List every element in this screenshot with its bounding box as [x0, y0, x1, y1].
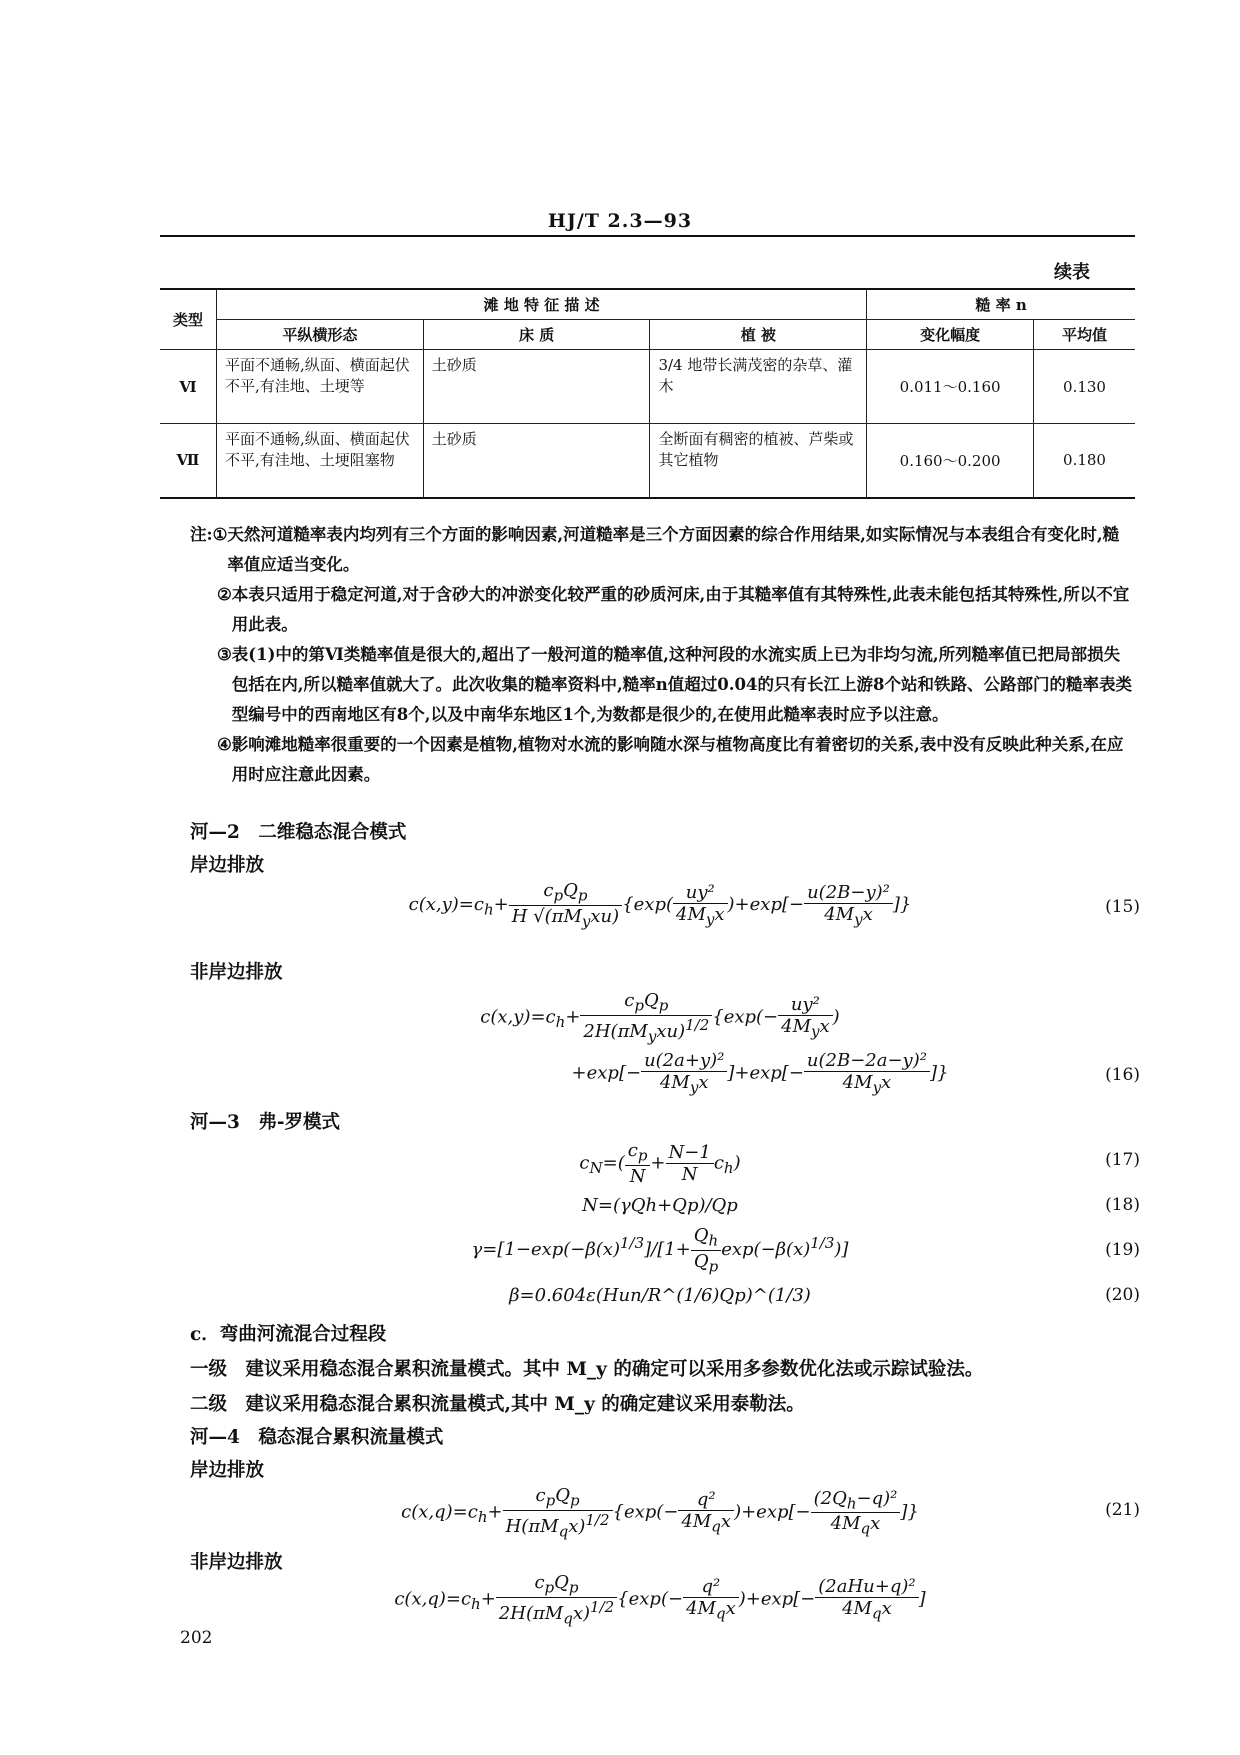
- section-he2: 河—2 二维稳态混合模式: [190, 822, 407, 843]
- standard-header: HJ/T 2.3—93: [547, 210, 693, 232]
- col-desc-group-header: 滩 地 特 征 描 述: [216, 289, 866, 320]
- section-c-title: c．弯曲河流混合过程段: [190, 1324, 387, 1345]
- equation-17-number: (17): [1105, 1150, 1140, 1170]
- row-type: Ⅵ: [160, 350, 216, 424]
- header-rule: [160, 235, 1135, 237]
- note-item: [190, 580, 1135, 640]
- note-item: [190, 520, 1135, 580]
- subhead-mean: 平均值: [1034, 320, 1135, 350]
- row-morph: 平面不通畅,纵面、横面起伏不平,有洼地、土埂阻塞物: [216, 424, 423, 498]
- level2-text: 二级 建议采用稳态混合累积流量模式,其中 M_y 的确定建议采用泰勒法。: [190, 1394, 805, 1415]
- section-nonshore2: 非岸边排放: [190, 1552, 283, 1573]
- row-bed: 土砂质: [423, 350, 650, 424]
- equation-21-number: (21): [1105, 1500, 1140, 1520]
- note-mark: ①: [212, 525, 228, 544]
- subhead-bed: 床 质: [423, 320, 650, 350]
- level1-text: 一级 建议采用稳态混合累积流量模式。其中 M_y 的确定可以采用多参数优化法或示踪试验法。: [190, 1359, 984, 1380]
- continued-label: 续表: [1054, 262, 1090, 283]
- col-type-header: 类型: [160, 289, 216, 350]
- equation-15-number: (15): [1105, 897, 1140, 917]
- notes-block: [190, 520, 1135, 790]
- row-range: 0.011～0.160: [867, 350, 1034, 424]
- equation-21: $c(x,q)=c_h+$ $\frac{c_pQ_p}{H(\pi M_qx)^{1/2}}$ {exp(− $\frac{\text{q²}}{4M_qx}$ )+exp[− $\frac{(2Q_h-q)^2}{4M_qx}$ ]}: [401, 1485, 919, 1541]
- section-nonshore1: 非岸边排放: [190, 962, 283, 983]
- row-bed: 土砂质: [423, 424, 650, 498]
- subhead-range: 变化幅度: [867, 320, 1034, 350]
- row-mean: 0.180: [1034, 424, 1135, 498]
- page-number: 202: [180, 1628, 213, 1648]
- equation-17: $c_N=$( $\frac{c_p}{N}$ + $\frac{N-1}{N}$ $c_h$): [579, 1140, 741, 1187]
- row-veg: 全断面有稠密的植被、芦柴或其它植物: [650, 424, 867, 498]
- row-veg: 3/4 地带长满茂密的杂草、灌木: [650, 350, 867, 424]
- row-mean: 0.130: [1034, 350, 1135, 424]
- note-mark: ④: [217, 735, 232, 754]
- note-mark: ②: [217, 585, 232, 604]
- note-text: 表(1)中的第Ⅵ类糙率值是很大的,超出了一般河道的糙率值,这种河段的水流实质上已为非均匀流,所列糙率值已把局部损失包括在内,所以糙率值就大了。此次收集的糙率资料中,糙率n值超过0.04的只有长江上游8个站和铁路、公路部门的糙率表类型编号中的西南地区有8个,以及中南华东地区1个,为数都是很少的,在使用此糙率表时应予以注意。: [231, 645, 1132, 724]
- subhead-veg: 植 被: [650, 320, 867, 350]
- subhead-morph: 平纵横形态: [216, 320, 423, 350]
- equation-16-line2: +exp[− $\frac{\text{u(2a+y)²}}{4M_yx}$ ]+exp[− $\frac{\text{u(2B−2a−y)²}}{4M_yx}$ ]}: [571, 1050, 949, 1097]
- equation-20: β=0.604ε(Hun/R^(1/6)Qp)^(1/3): [509, 1285, 811, 1306]
- section-shore1: 岸边排放: [190, 855, 265, 876]
- equation-22-partial: $c(x,q)=c_h+$ $\frac{c_pQ_p}{2H(\pi M_qx)^{1/2}}$ {exp(− $\frac{\text{q²}}{4M_qx}$ )+exp[− $\frac{\text{(2aHu+q)²}}{4M_qx}$ ]: [394, 1572, 926, 1628]
- note-item: [190, 730, 1135, 790]
- note-item: [190, 640, 1135, 730]
- col-n-group-header: 糙 率 n: [867, 289, 1135, 320]
- equation-18-number: (18): [1105, 1195, 1140, 1215]
- row-morph: 平面不通畅,纵面、横面起伏不平,有洼地、土埂等: [216, 350, 423, 424]
- section-he3: 河—3 弗-罗模式: [190, 1112, 341, 1133]
- section-he4: 河—4 稳态混合累积流量模式: [190, 1427, 444, 1448]
- table-row: [160, 350, 1135, 424]
- note-text: 本表只适用于稳定河道,对于含砂大的冲淤变化较严重的砂质河床,由于其糙率值有其特殊性,此表未能包括其特殊性,所以不宜用此表。: [231, 585, 1130, 634]
- equation-19-number: (19): [1105, 1240, 1140, 1260]
- roughness-table: [160, 288, 1135, 499]
- equation-15: $c(x,y)=c_h+$ $\frac{c_pQ_p}{H √(\pi M_yxu)}$ {exp( $\frac{\text{uy²}}{4M_yx}$ )+exp[− $\frac{\text{u(2B−y)²}}{4M_yx}$ ]}: [408, 880, 912, 931]
- section-shore2: 岸边排放: [190, 1460, 265, 1481]
- note-mark: ③: [217, 645, 232, 664]
- equation-16-number: (16): [1105, 1065, 1140, 1085]
- note-text: 天然河道糙率表内均列有三个方面的影响因素,河道糙率是三个方面因素的综合作用结果,如实际情况与本表组合有变化时,糙率值应适当变化。: [227, 525, 1120, 574]
- equation-20-number: (20): [1105, 1285, 1140, 1305]
- equation-16-line1: $c(x,y)=c_h+$ $\frac{c_pQ_p}{2H(\pi M_yxu)^{1/2}}$ {exp(− $\frac{\text{uy²}}{4M_yx}$ ): [480, 990, 840, 1046]
- note-text: 影响滩地糙率很重要的一个因素是植物,植物对水流的影响随水深与植物高度比有着密切的关系,表中没有反映此种关系,在应用时应注意此因素。: [231, 735, 1124, 784]
- row-range: 0.160～0.200: [867, 424, 1034, 498]
- table-row: [160, 424, 1135, 498]
- row-type: Ⅶ: [160, 424, 216, 498]
- equation-18: N=(γQh+Qp)/Qp: [582, 1195, 738, 1216]
- notes-lead: 注:: [190, 525, 213, 544]
- equation-19: $\gamma=[1-\exp(-\beta(x)^{1/3}]/[1+$ $\frac{Q_h}{Q_p}$ $\exp(-\beta(x)^{1/3})$]: [471, 1225, 849, 1276]
